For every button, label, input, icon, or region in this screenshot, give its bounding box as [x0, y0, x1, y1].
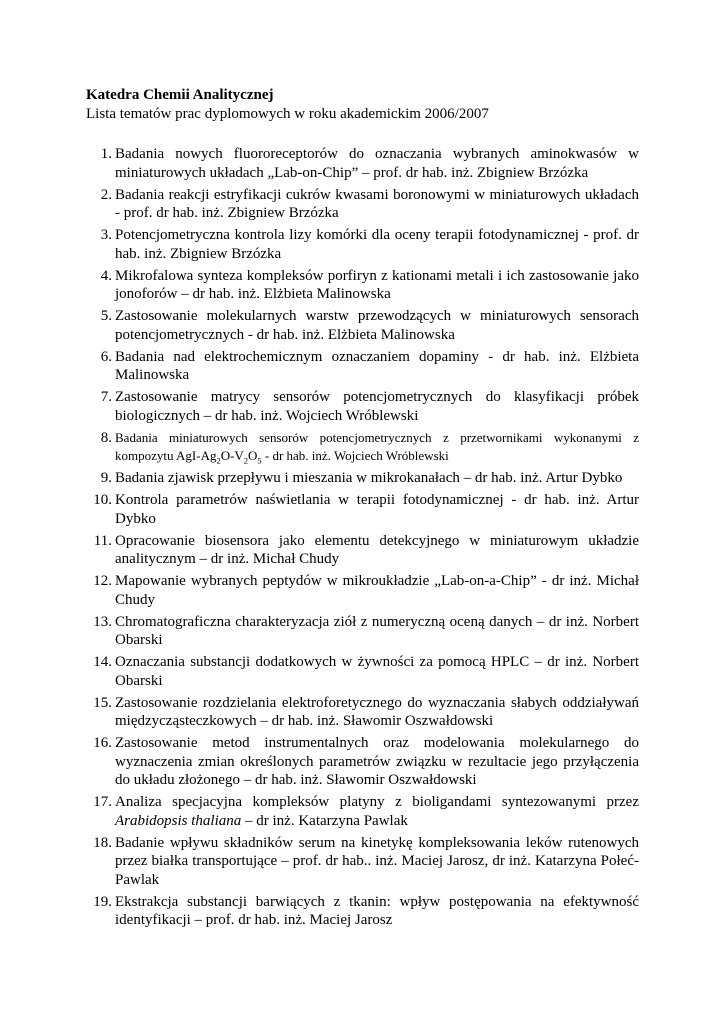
- topic-item-4: [86, 267, 639, 304]
- topic-text: Badania nowych fluororeceptorów do oznaczania wybranych aminokwasów w miniaturowych układach „Lab-on-Chip” – prof. dr hab. inż. Zbigniew Brzózka: [115, 146, 639, 181]
- topic-number: 8.: [100, 429, 112, 446]
- topic-text: Badanie wpływu składników serum na kinetykę kompleksowania leków rutenowych przez białka transportujące – prof. dr hab.. inż. Maciej Jarosz, dr inż. Katarzyna Połeć-Pawlak: [115, 834, 639, 888]
- topic-text-part: Badania miniaturowych sensorów potencjometrycznych z przetwornikami wykonanymi z kompozytu AgI-Ag: [115, 429, 639, 463]
- topic-item-14: [86, 653, 639, 690]
- topic-item-1: [86, 145, 639, 182]
- topic-number: 9.: [100, 470, 112, 486]
- topic-text: Opracowanie biosensora jako elementu detekcyjnego w miniaturowym układzie analitycznym – dr inż. Michał Chudy: [115, 532, 639, 567]
- topic-text: [115, 793, 639, 830]
- topic-text: Badania zjawisk przepływu i mieszania w mikrokanałach – dr hab. inż. Artur Dybko: [115, 470, 623, 486]
- topic-item-15: [86, 694, 639, 731]
- topic-text: [115, 429, 639, 466]
- topic-text: Kontrola parametrów naświetlania w terapii fotodynamicznej - dr hab. inż. Artur Dybko: [115, 492, 639, 527]
- subscript: 2: [243, 455, 249, 466]
- topic-text: Mapowanie wybranych peptydów w mikroukładzie „Lab-on-a-Chip” - dr inż. Michał Chudy: [115, 573, 639, 608]
- topic-item-19: [86, 893, 639, 930]
- topic-number: 14.: [93, 654, 112, 670]
- subscript: 5: [257, 455, 262, 466]
- topic-text-part: – dr inż. Katarzyna Pawlak: [241, 812, 408, 829]
- topic-text: Ekstrakcja substancji barwiących z tkanin: wpływ postępowania na efektywność identyfikacji – prof. dr hab. inż. Maciej Jarosz: [115, 893, 639, 928]
- topic-text: Badania nad elektrochemicznym oznaczaniem dopaminy - dr hab. inż. Elżbieta Malinowska: [115, 348, 639, 383]
- topic-text: Zastosowanie metod instrumentalnych oraz modelowania molekularnego do wyznaczenia zmian określonych parametrów związku w rezultacie jego przyłączenia do układu złożonego – dr hab. inż. Sławomir Oszwałdowski: [115, 735, 639, 788]
- topic-number: 3.: [100, 227, 112, 243]
- topic-text: Mikrofalowa synteza kompleksów porfiryn z kationami metali i ich zastosowanie jako jonoforów – dr hab. inż. Elżbieta Malinowska: [115, 267, 639, 302]
- topic-number: 2.: [100, 186, 112, 203]
- topic-text: Chromatograficzna charakteryzacja ziół z numeryczną oceną danych – dr inż. Norbert Obarski: [115, 613, 639, 648]
- topic-item-17: [86, 793, 639, 830]
- topic-text: Zastosowanie rozdzielania elektroforetycznego do wyznaczania słabych oddziaływań międzycząsteczkowych – dr hab. inż. Sławomir Oszwałdowski: [115, 694, 639, 729]
- topic-number: 10.: [93, 492, 112, 508]
- topic-text-part: Analiza specjacyjna kompleksów platyny z bioligandami syntezowanymi przez: [115, 794, 639, 810]
- topic-number: 1.: [100, 146, 112, 162]
- topic-number: 18.: [93, 834, 112, 851]
- topic-item-3: [86, 226, 639, 263]
- species-name: Arabidopsis thaliana: [115, 812, 242, 829]
- document-header: [86, 86, 646, 124]
- topic-item-16: [86, 734, 639, 790]
- topic-text-part: O-V: [220, 448, 244, 463]
- topic-text: Zastosowanie matrycy sensorów potencjometrycznych do klasyfikacji próbek biologicznych – dr hab. inż. Wojciech Wróblewski: [115, 389, 639, 424]
- topic-item-10: [86, 491, 639, 528]
- topic-text: Zastosowanie molekularnych warstw przewodzących w miniaturowych sensorach potencjometrycznych - dr hab. inż. Elżbieta Malinowska: [115, 308, 639, 343]
- topic-item-18: [86, 834, 639, 890]
- topic-number: 16.: [93, 735, 112, 751]
- topic-item-9: [86, 469, 639, 488]
- topic-number: 15.: [93, 694, 112, 711]
- topic-text: Badania reakcji estryfikacji cukrów kwasami boronowymi w miniaturowych układach - prof. dr hab. inż. Zbigniew Brzózka: [115, 186, 639, 221]
- topic-item-12: [86, 572, 639, 609]
- topic-number: 4.: [100, 267, 112, 284]
- topic-text: Potencjometryczna kontrola lizy komórki dla oceny terapii fotodynamicznej - prof. dr hab. inż. Zbigniew Brzózka: [115, 227, 639, 262]
- topic-item-8: [86, 429, 639, 466]
- topic-item-6: [86, 348, 639, 385]
- list-subtitle: Lista tematów prac dyplomowych w roku akademickim 2006/2007: [86, 106, 489, 122]
- topic-number: 12.: [93, 573, 112, 589]
- topic-number: 6.: [100, 348, 112, 365]
- thesis-topic-list: [86, 145, 639, 933]
- topic-text-part: O: [248, 448, 258, 463]
- topic-item-5: [86, 307, 639, 344]
- topic-number: 19.: [93, 893, 112, 910]
- topic-text-part: - dr hab. inż. Wojciech Wróblewski: [261, 448, 449, 463]
- topic-text: Oznaczania substancji dodatkowych w żywności za pomocą HPLC – dr inż. Norbert Obarski: [115, 654, 639, 689]
- topic-number: 11.: [93, 532, 112, 549]
- topic-item-7: [86, 388, 639, 425]
- topic-number: 13.: [93, 613, 112, 630]
- topic-number: 7.: [100, 389, 112, 405]
- topic-number: 17.: [93, 794, 112, 810]
- topic-item-11: [86, 532, 639, 569]
- department-title: Katedra Chemii Analitycznej: [86, 87, 274, 103]
- topic-number: 5.: [100, 308, 112, 324]
- subscript: 2: [216, 455, 221, 466]
- topic-item-13: [86, 613, 639, 650]
- topic-item-2: [86, 186, 639, 223]
